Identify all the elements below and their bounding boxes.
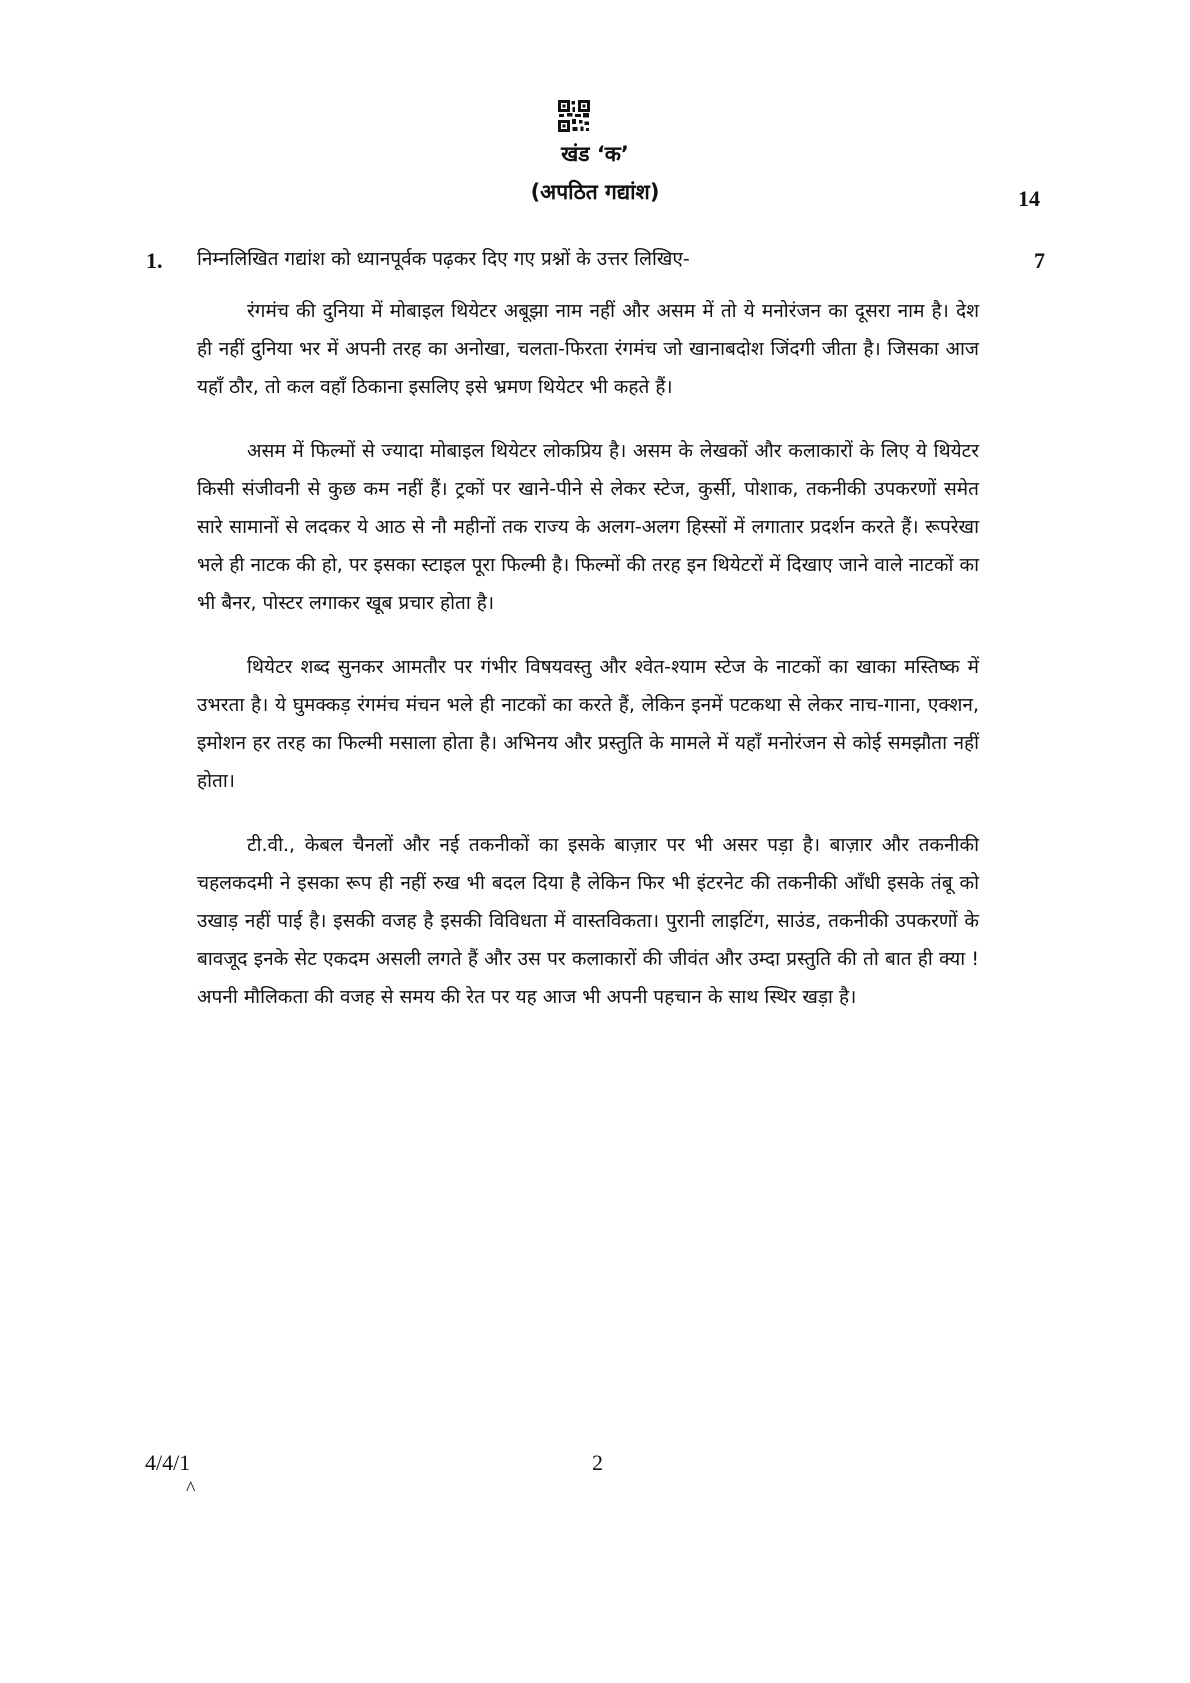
section-subtitle: (अपठित गद्यांश) <box>530 180 660 204</box>
section-title: खंड ‘क’ <box>561 142 629 166</box>
qr-code-icon <box>558 100 590 132</box>
page-number: 2 <box>592 1450 603 1475</box>
passage-paragraph: थियेटर शब्द सुनकर आमतौर पर गंभीर विषयवस्तु और श्वेत-श्याम स्टेज के नाटकों का खाका मस्तिष्क में उभरता है। ये घुमक्कड़ रंगमंच मंचन भले ही नाटकों का करते हैं, लेकिन इनमें पटकथा से लेकर नाच-गाना, एक्शन, इमोशन हर तरह का फिल्मी मसाला होता है। अभिनय और प्रस्तुति के मामले में यहाँ मनोरंजन से कोई समझौता नहीं होता। <box>197 656 979 792</box>
passage-paragraph: असम में फिल्मों से ज्यादा मोबाइल थियेटर लोकप्रिय है। असम के लेखकों और कलाकारों के लिए ये थियेटर किसी संजीवनी से कुछ कम नहीं हैं। ट्रकों पर खाने-पीने से लेकर स्टेज, कुर्सी, पोशाक, तकनीकी उपकरणों समेत सारे सामानों से लदकर ये आठ से नौ महीनों तक राज्य के अलग-अलग हिस्सों में लगातार प्रदर्शन करते हैं। रूपरेखा भले ही नाटक की हो, पर इसका स्टाइल पूरा फिल्मी है। फिल्मों की तरह इन थियेटरों में दिखाए जाने वाले नाटकों का भी बैनर, पोस्टर लगाकर खूब प्रचार होता है। <box>197 440 979 614</box>
passage-paragraph: रंगमंच की दुनिया में मोबाइल थियेटर अबूझा नाम नहीं और असम में तो ये मनोरंजन का दूसरा नाम है। देश ही नहीं दुनिया भर में अपनी तरह का अनोखा, चलता-फिरता रंगमंच जो खानाबदोश जिंदगी जीता है। जिसका आज यहाँ ठौर, तो कल वहाँ ठिकाना इसलिए इसे भ्रमण थियेटर भी कहते हैं। <box>197 300 979 398</box>
passage <box>197 292 979 1042</box>
caret-mark: ^ <box>186 1478 196 1500</box>
paper-code: 4/4/1 <box>145 1450 191 1475</box>
passage-paragraph: टी.वी., केबल चैनलों और नई तकनीकों का इसके बाज़ार पर भी असर पड़ा है। बाज़ार और तकनीकी चहलकदमी ने इसका रूप ही नहीं रुख भी बदल दिया है लेकिन फिर भी इंटरनेट की तकनीकी आँधी इसके तंबू को उखाड़ नहीं पाई है। इसकी वजह है इसकी विविधता में वास्तविकता। पुरानी लाइटिंग, साउंड, तकनीकी उपकरणों के बावजूद इनके सेट एकदम असली लगते हैं और उस पर कलाकारों की जीवंत और उम्दा प्रस्तुति की तो बात ही क्या ! अपनी मौलिकता की वजह से समय की रेत पर यह आज भी अपनी पहचान के साथ स्थिर खड़ा है। <box>197 834 979 1008</box>
question-marks: 7 <box>1034 248 1045 273</box>
section-total-marks: 14 <box>1018 186 1040 211</box>
question-instruction: निम्नलिखित गद्यांश को ध्यानपूर्वक पढ़कर दिए गए प्रश्नों के उत्तर लिखिए- <box>197 248 690 270</box>
question-number: 1. <box>146 248 163 273</box>
